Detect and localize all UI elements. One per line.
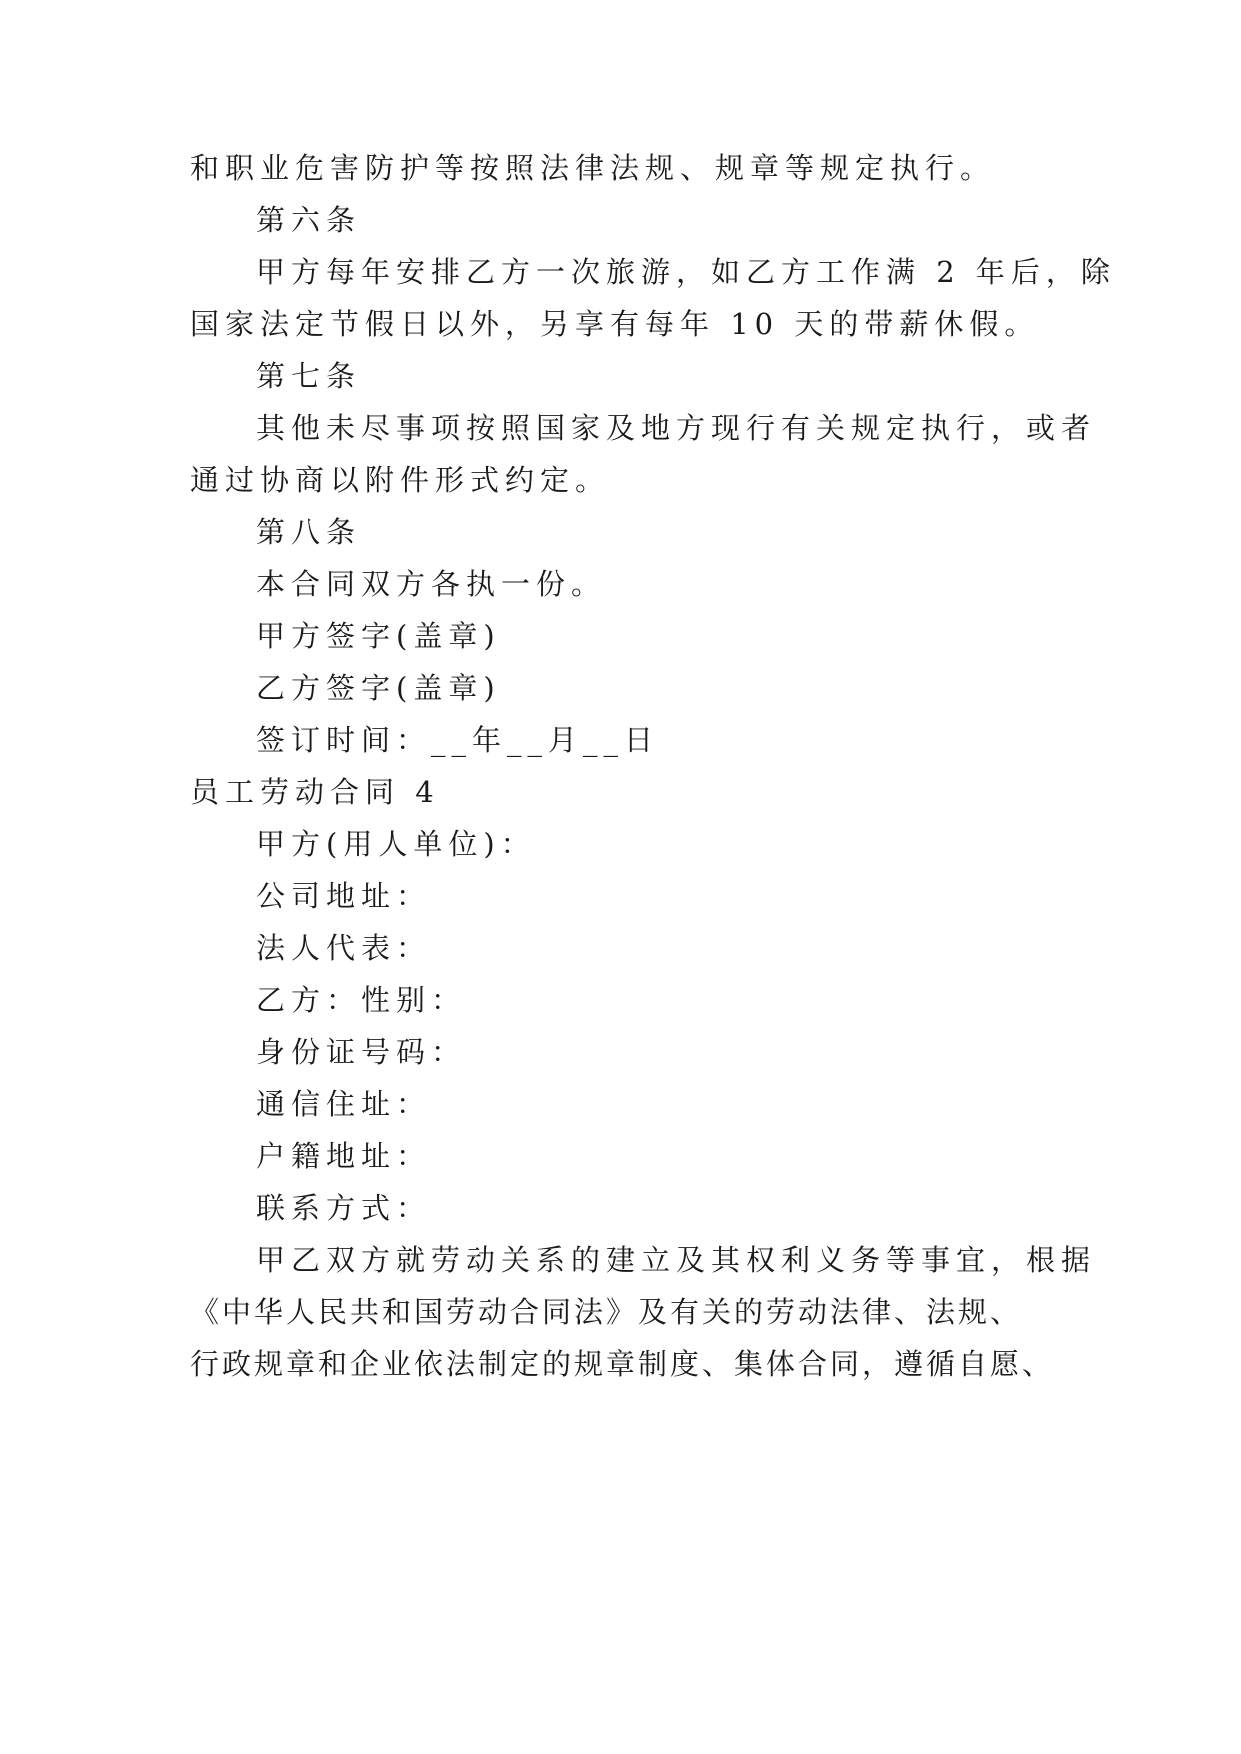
field-party-b-gender: 乙方：性别：: [256, 983, 467, 1017]
signature-line-party-a: 甲方签字(盖章): [256, 619, 501, 653]
text-line: 甲方每年安排乙方一次旅游，如乙方工作满 2 年后，除: [256, 255, 1116, 289]
field-id-number: 身份证号码：: [256, 1035, 467, 1069]
article-heading: 第六条: [256, 203, 362, 237]
field-legal-representative: 法人代表：: [256, 931, 432, 965]
text-line: 甲乙双方就劳动关系的建立及其权利义务等事宜，根据: [256, 1243, 1097, 1277]
field-household-address: 户籍地址：: [256, 1139, 432, 1173]
section-title: 员工劳动合同 4: [190, 775, 440, 809]
text-line: 本合同双方各执一份。: [256, 567, 607, 601]
field-mailing-address: 通信住址：: [256, 1087, 432, 1121]
field-company-address: 公司地址：: [256, 879, 432, 913]
signing-date-line: 签订时间：__年__月__日: [256, 723, 660, 757]
signature-line-party-b: 乙方签字(盖章): [256, 671, 501, 705]
article-heading: 第八条: [256, 515, 362, 549]
field-contact: 联系方式：: [256, 1191, 432, 1225]
text-line: 国家法定节假日以外，另享有每年 10 天的带薪休假。: [190, 307, 1040, 341]
text-line: 行政规章和企业依法制定的规章制度、集体合同，遵循自愿、: [190, 1347, 1055, 1381]
article-heading: 第七条: [256, 359, 362, 393]
field-employer: 甲方(用人单位)：: [256, 827, 536, 861]
text-line: 通过协商以附件形式约定。: [190, 463, 611, 497]
text-line: 其他未尽事项按照国家及地方现行有关规定执行，或者: [256, 411, 1097, 445]
text-line: 《中华人民共和国劳动合同法》及有关的劳动法律、法规、: [190, 1295, 1023, 1329]
text-line: 和职业危害防护等按照法律法规、规章等规定执行。: [190, 151, 996, 185]
